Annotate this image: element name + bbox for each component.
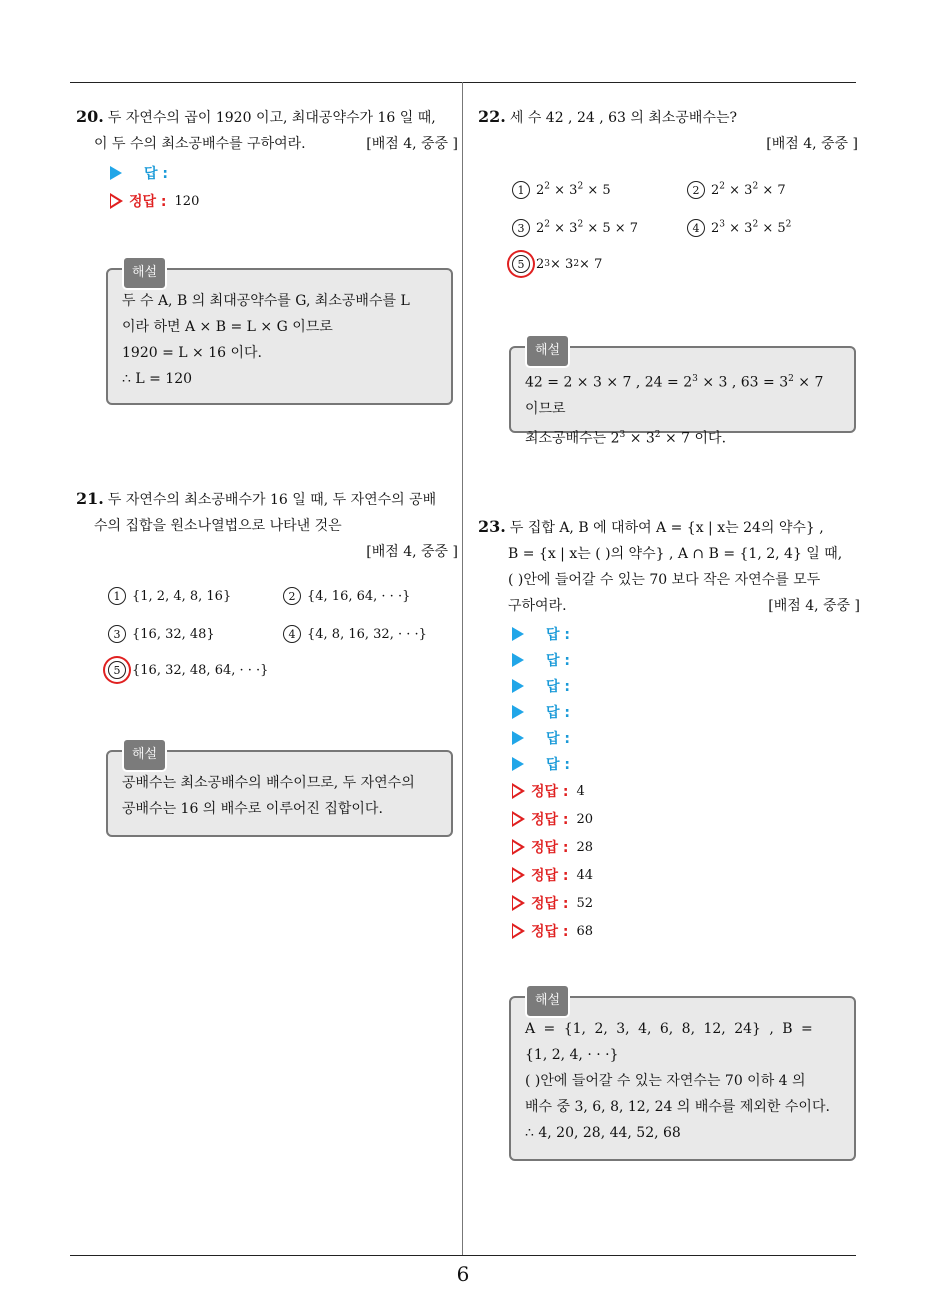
selected-circle-icon: 5 [512,255,530,273]
question-number: 23. [478,517,506,536]
correct-label: 정답 : [531,896,569,912]
option-text: {4, 16, 64, · · ·} [307,589,411,604]
correct-value: 4 [576,783,585,799]
correct-label: 정답 : [531,868,569,884]
option-3[interactable] [108,625,283,643]
question-text-line: 두 집합 A, B 에 대하여 A = {x | x는 24의 약수} , [509,520,824,536]
option-number: 1 [512,181,530,199]
correct-value: 20 [576,811,594,827]
correct-arrow-icon [512,867,525,883]
explanation-box-22 [509,343,856,447]
page-number: 6 [456,1262,470,1286]
explanation-line: 공배수는 16 의 배수로 이루어진 집합이다. [122,801,383,817]
explanation-box-23 [509,993,856,1161]
answer-arrow-icon [512,627,524,641]
correct-label: 정답 : [531,840,569,856]
explanation-box-20 [106,265,453,405]
bottom-rule [70,1255,856,1256]
option-2[interactable] [283,587,458,605]
answer-arrow-icon [512,731,524,745]
option-text: {4, 8, 16, 32, · · ·} [307,627,427,642]
question-20 [76,104,458,215]
correct-value: 120 [174,193,200,209]
answer-line [512,647,860,673]
answer-label: 답 : [144,166,168,182]
question-meta: [배점 4, 중중 ] [768,598,860,614]
explanation-tag: 해설 [122,256,167,290]
answer-line [110,159,458,187]
answer-label: 답 : [546,731,570,747]
option-4[interactable]: 4 $2^3 \times 3^2 \times 5^2$ [687,219,862,237]
option-text: {16, 32, 48, 64, · · ·} [132,662,269,678]
option-number: 1 [108,587,126,605]
question-text-line: 두 자연수의 최소공배수가 16 일 때, 두 자연수의 공배 [107,492,437,508]
correct-label: 정답 : [531,784,569,800]
question-23 [478,514,860,945]
correct-arrow-icon [512,895,525,911]
correct-answer-line [512,861,860,889]
correct-label: 정답 : [129,194,167,210]
option-text: {16, 32, 48} [132,627,215,642]
option-number: 4 [687,219,705,237]
correct-answer-line [512,833,860,861]
explanation-line: 42 = 2 × 3 × 7 , $24 = 2^3 \times 3$ , $63 = 3^2 \times 7$ 이므로 [525,374,824,417]
option-1[interactable]: 1 $2^2 \times 3^2 \times 5$ [512,181,687,199]
answer-arrow-icon [512,705,524,719]
question-text-line: 세 수 42 , 24 , 63 의 최소공배수는? [509,110,738,126]
answer-label: 답 : [546,679,570,695]
option-number: 2 [283,587,301,605]
question-meta: [배점 4, 중중 ] [766,136,858,152]
explanation-line: 공배수는 최소공배수의 배수이므로, 두 자연수의 [122,775,415,791]
question-meta: [배점 4, 중중 ] [366,544,458,560]
selected-circle-icon: 5 [108,661,126,679]
option-5-selected[interactable]: 5 2 3 × 3 2 × 7 [512,255,858,273]
question-number: 20. [76,107,104,126]
answer-line [512,699,860,725]
correct-answer-line [512,805,860,833]
answer-label: 답 : [546,705,570,721]
answer-line [512,673,860,699]
explanation-box-21 [106,747,453,837]
top-rule [70,82,856,83]
answer-arrow-icon [512,679,524,693]
answer-label: 답 : [546,757,570,773]
explanation-line: ( )안에 들어갈 수 있는 자연수는 70 이하 4 의 [525,1073,806,1089]
explanation-line: 두 수 A, B 의 최대공약수를 G, 최소공배수를 L [122,293,410,309]
explanation-line: 배수 중 3, 6, 8, 12, 24 의 배수를 제외한 수이다. [525,1099,830,1115]
option-number: 3 [108,625,126,643]
explanation-line: {1, 2, 4, · · ·} [525,1047,619,1063]
option-number: 3 [512,219,530,237]
explanation-tag: 해설 [122,738,167,772]
answer-arrow-icon [110,166,122,180]
question-number: 22. [478,107,506,126]
option-3[interactable]: 3 $2^2 \times 3^2 \times 5 \times 7$ [512,219,687,237]
option-text: {1, 2, 4, 8, 16} [132,589,232,604]
explanation-tag: 해설 [525,334,570,368]
correct-arrow-icon [512,839,525,855]
option-5-selected[interactable] [108,661,458,679]
question-text-line: B = {x | x는 ( )의 약수} , A ∩ B = {1, 2, 4} 일 때, [508,546,843,562]
correct-answer-line [512,777,860,805]
question-number: 21. [76,489,104,508]
answer-line [512,725,860,751]
explanation-line: A = {1, 2, 3, 4, 6, 8, 12, 24} , B = [525,1021,813,1037]
option-number: 4 [283,625,301,643]
answer-line [512,751,860,777]
question-text-line: 구하여라. [508,598,567,614]
correct-value: 52 [576,895,594,911]
correct-value: 44 [576,867,594,883]
correct-label: 정답 : [531,924,569,940]
correct-arrow-icon [512,783,525,799]
column-divider [462,82,463,1256]
explanation-line: 1920 = L × 16 이다. [122,345,262,361]
option-4[interactable] [283,625,458,643]
question-text-line: ( )안에 들어갈 수 있는 70 보다 작은 자연수를 모두 [508,572,821,588]
correct-value: 68 [576,923,594,939]
explanation-line: ∴ 4, 20, 28, 44, 52, 68 [525,1125,681,1141]
answer-label: 답 : [546,653,570,669]
correct-arrow-icon [512,811,525,827]
question-text-line: 두 자연수의 곱이 1920 이고, 최대공약수가 16 일 때, [107,110,436,126]
correct-value: 28 [576,839,594,855]
option-1[interactable] [108,587,283,605]
correct-answer-line [110,187,458,215]
explanation-line: 최소공배수는 $2^3 \times 3^2 \times 7$ 이다. [525,429,727,447]
answer-arrow-icon [512,757,524,771]
correct-label: 정답 : [531,812,569,828]
explanation-tag: 해설 [525,984,570,1018]
question-21 [76,486,458,679]
option-number: 2 [687,181,705,199]
answer-label: 답 : [546,627,570,643]
explanation-line: 이라 하면 A × B = L × G 이므로 [122,319,333,335]
option-2[interactable]: 2 $2^2 \times 3^2 \times 7$ [687,181,862,199]
correct-arrow-icon [110,193,123,209]
question-text-line: 수의 집합을 원소나열법으로 나타낸 것은 [94,518,342,534]
explanation-line: ∴ L = 120 [122,371,193,387]
answer-line [512,621,860,647]
correct-arrow-icon [512,923,525,939]
correct-answer-line [512,889,860,917]
answer-arrow-icon [512,653,524,667]
correct-answer-line [512,917,860,945]
question-22 [478,104,858,273]
question-text-line: 이 두 수의 최소공배수를 구하여라. [94,136,306,152]
question-meta: [배점 4, 중중 ] [366,136,458,152]
